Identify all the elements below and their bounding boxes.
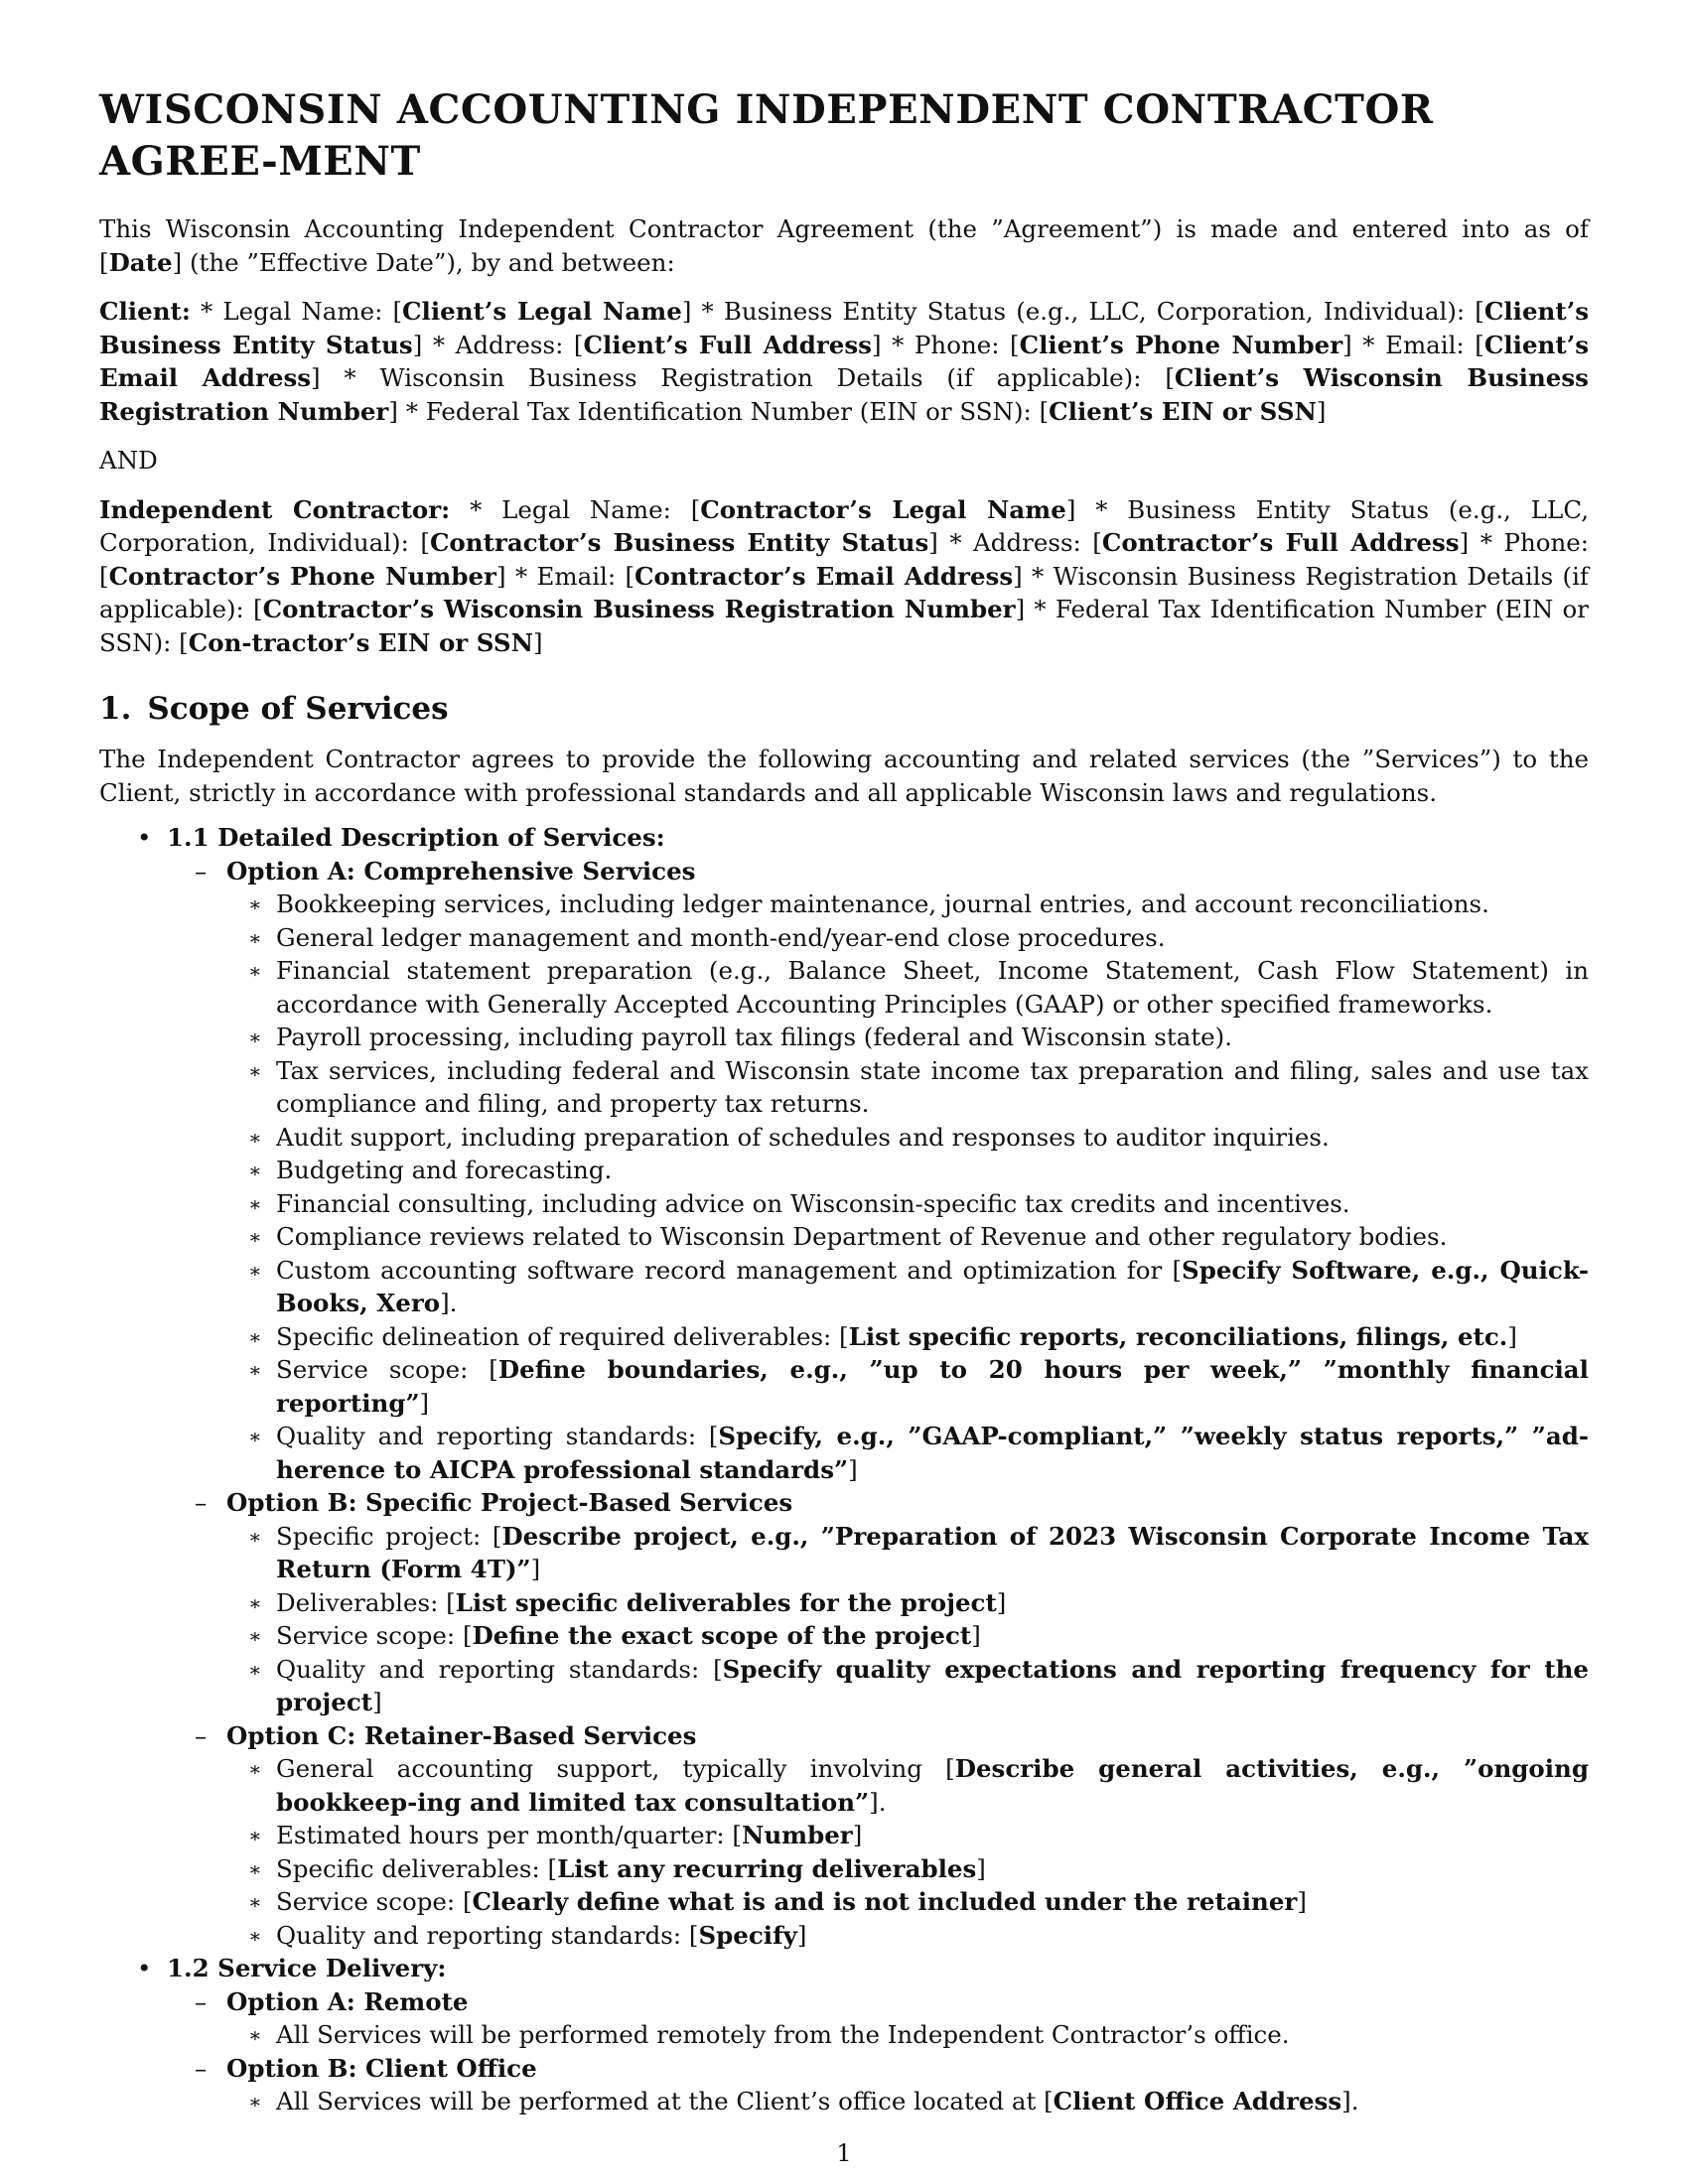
- item-text: ].: [869, 1787, 887, 1817]
- and-separator: AND: [99, 446, 158, 475]
- client-field-label: ] * Business Entity Status (e.g., LLC, Corporation, Individual): [: [681, 297, 1484, 326]
- item-text: Budgeting and forecasting.: [276, 1156, 613, 1184]
- option-items: [226, 2018, 1589, 2052]
- client-email-placeholder: Client’s Email Address: [99, 330, 1590, 392]
- document-title: WISCONSIN ACCOUNTING INDEPENDENT CONTRACTOR AGREE-MENT: [99, 86, 1434, 185]
- contractor-field-label: * Legal Name: [: [450, 494, 701, 524]
- list-item: [226, 1154, 1589, 1187]
- client-address-placeholder: Client’s Full Address: [583, 330, 872, 359]
- contractor-field-label: ] * Phone: [: [99, 528, 1590, 591]
- star-marker: ∗: [248, 1058, 262, 1083]
- list-item: [226, 1885, 1589, 1919]
- list-item: [226, 1353, 1589, 1420]
- item-text: Service scope: [: [276, 1887, 473, 1916]
- item-text: Compliance reviews related to Wisconsin Department of Revenue and other regulatory bodies.: [276, 1222, 1448, 1251]
- client-field-label: ] * Email: [: [1342, 330, 1484, 359]
- dash-marker: –: [195, 1986, 208, 2016]
- list-item: [226, 1619, 1589, 1653]
- item-text: Service scope: [: [276, 1355, 498, 1384]
- list-item-service-delivery: [99, 1952, 1589, 2118]
- star-marker: ∗: [248, 1025, 262, 1049]
- star-marker: ∗: [248, 1757, 262, 1781]
- option-items: [226, 887, 1589, 1486]
- option-label: Option A: Remote: [226, 1986, 469, 2016]
- client-legal-name-placeholder: Client’s Legal Name: [402, 297, 682, 326]
- star-marker: ∗: [248, 1590, 262, 1615]
- client-phone-placeholder: Client’s Phone Number: [1019, 330, 1343, 359]
- dash-marker: –: [195, 1488, 208, 1517]
- activities-placeholder: Describe general activities, e.g., ”ongoing bookkeep-ing and limited tax consultation”: [276, 1754, 1590, 1817]
- list-item-detailed-description: [99, 821, 1589, 1952]
- list-item: [226, 1220, 1589, 1254]
- dash-marker: –: [195, 856, 208, 886]
- star-marker: ∗: [248, 1324, 262, 1349]
- contractor-field-label: ] * Address: [: [928, 528, 1102, 557]
- contractor-ein-placeholder: Con-tractor’s EIN or SSN: [188, 627, 533, 657]
- option-items: [226, 1752, 1589, 1952]
- star-marker: ∗: [248, 959, 262, 983]
- client-block: [99, 295, 1589, 428]
- item-text: General ledger management and month-end/year-end close procedures.: [276, 922, 1166, 952]
- item-text: ]: [419, 1388, 430, 1418]
- bullet-marker: •: [137, 1954, 152, 1982]
- option-project-based: [167, 1486, 1589, 1719]
- item-text: Specific project: [: [276, 1521, 502, 1551]
- list-item: [226, 1420, 1589, 1486]
- client-entity-status-placeholder: Client’s Business Entity Status: [99, 297, 1590, 359]
- item-text: ]: [530, 1555, 541, 1583]
- star-marker: ∗: [248, 1358, 262, 1382]
- list-item: [226, 1819, 1589, 1852]
- list-item: [226, 921, 1589, 955]
- list-item: [226, 1653, 1589, 1719]
- option-label: Option B: Client Office: [226, 2053, 537, 2083]
- contractor-label: Independent Contractor:: [99, 494, 451, 524]
- contractor-field-label: ] * Federal Tax Identification Number (EIN or SSN): [: [99, 595, 1590, 657]
- bullet-marker: •: [137, 823, 152, 852]
- client-field-label: ]: [1316, 396, 1327, 426]
- scope-placeholder: Clearly define what is and is not included under the retainer: [472, 1887, 1298, 1916]
- subsection-label: 1.2 Service Delivery:: [167, 1954, 447, 1982]
- option-label: Option C: Retainer-Based Services: [226, 1720, 697, 1750]
- option-remote: [167, 1985, 1589, 2052]
- client-ein-placeholder: Client’s EIN or SSN: [1049, 396, 1317, 426]
- software-placeholder: Specify Software, e.g., Quick-Books, Xero: [276, 1255, 1589, 1317]
- item-text: Deliverables: [: [276, 1587, 456, 1617]
- contractor-registration-placeholder: Contractor’s Wisconsin Business Registration Number: [262, 595, 1016, 623]
- client-field-label: ] * Wisconsin Business Registration Details (if applicable): [: [311, 363, 1175, 392]
- page-number: 1: [836, 2139, 852, 2167]
- item-text: Financial consulting, including advice on Wisconsin-specific tax credits and incentives.: [276, 1188, 1350, 1218]
- list-item: [226, 1852, 1589, 1886]
- item-text: Service scope: [: [276, 1621, 473, 1650]
- contractor-field-label: ]: [532, 627, 543, 657]
- option-retainer-based: [167, 1719, 1589, 1953]
- star-marker: ∗: [248, 1191, 262, 1216]
- contractor-address-placeholder: Contractor’s Full Address: [1101, 528, 1460, 557]
- item-text: Quality and reporting standards: [: [276, 1920, 699, 1950]
- item-text: Quality and reporting standards: [: [276, 1654, 723, 1684]
- client-field-label: ] * Address: [: [412, 330, 584, 359]
- option-items: [226, 2085, 1589, 2118]
- item-text: Financial statement preparation (e.g., Balance Sheet, Income Statement, Cash Flow Statement) in accordance with Generally Accepted Accounting Principles (GAAP) or other specified frameworks.: [276, 956, 1589, 1019]
- item-text: ]: [852, 1821, 863, 1849]
- scope-placeholder: Define the exact scope of the project: [472, 1621, 972, 1650]
- intro-paragraph: [99, 212, 1589, 279]
- deliverables-placeholder: List any recurring deliverables: [557, 1853, 977, 1883]
- option-comprehensive: [167, 855, 1589, 1487]
- contractor-block: [99, 493, 1589, 660]
- option-client-office: [167, 2052, 1589, 2118]
- list-item: [226, 1919, 1589, 1953]
- option-items: [226, 1520, 1589, 1719]
- star-marker: ∗: [248, 1258, 262, 1283]
- list-item: [226, 1054, 1589, 1121]
- list-item: [226, 1752, 1589, 1819]
- list-item: [226, 1520, 1589, 1586]
- contractor-legal-name-placeholder: Contractor’s Legal Name: [700, 494, 1066, 524]
- list-item: [226, 887, 1589, 921]
- item-text: Bookkeeping services, including ledger maintenance, journal entries, and account reconciliations.: [276, 889, 1489, 918]
- standards-placeholder: Specify quality expectations and reporting frequency for the project: [276, 1654, 1589, 1716]
- contractor-field-label: ] * Business Entity Status (e.g., LLC, Corporation, Individual): [: [99, 494, 1589, 557]
- intro-text-end: ] (the ”Effective Date”), by and between:: [172, 247, 675, 277]
- scope-intro: The Independent Contractor agrees to provide the following accounting and related services (the ”Services”) to the Client, strictly in accordance with professional standards and all applicable Wisconsin laws and regulations.: [99, 745, 1589, 807]
- star-marker: ∗: [248, 1125, 262, 1150]
- star-marker: ∗: [248, 1524, 262, 1549]
- item-text: ]: [796, 1920, 807, 1950]
- item-text: Custom accounting software record management and optimization for [: [276, 1255, 1183, 1285]
- star-marker: ∗: [248, 1624, 262, 1648]
- client-registration-placeholder: Client’s Wisconsin Business Registration Number: [99, 363, 1589, 426]
- dash-marker: –: [195, 1720, 208, 1750]
- list-item: [226, 1254, 1589, 1320]
- list-item: [226, 2018, 1589, 2052]
- subsection-label: 1.1 Detailed Description of Services:: [167, 823, 665, 852]
- item-text: Estimated hours per month/quarter: [: [276, 1821, 742, 1849]
- contractor-field-label: ] * Wisconsin Business Registration Details (if applicable): [: [99, 561, 1589, 623]
- item-text: Quality and reporting standards: [: [276, 1422, 719, 1450]
- deliverables-placeholder: List specific deliverables for the project: [455, 1587, 997, 1617]
- list-item: [226, 1187, 1589, 1221]
- item-text: ]: [976, 1853, 986, 1883]
- item-text: ]: [971, 1621, 981, 1650]
- star-marker: ∗: [248, 1856, 262, 1881]
- option-label: Option B: Specific Project-Based Services: [226, 1488, 793, 1517]
- item-text: ]: [1507, 1321, 1517, 1351]
- office-address-placeholder: Client Office Address: [1053, 2087, 1342, 2116]
- contractor-field-label: ] * Email: [: [495, 561, 635, 591]
- deliverables-placeholder: List specific reports, reconciliations, filings, etc.: [848, 1321, 1508, 1351]
- section-number: 1.: [99, 691, 132, 727]
- item-text: Audit support, including preparation of schedules and responses to auditor inquiries.: [276, 1122, 1330, 1152]
- dash-marker: –: [195, 2053, 208, 2083]
- hours-placeholder: Number: [741, 1821, 853, 1849]
- item-text: All Services will be performed at the Client’s office located at [: [276, 2087, 1054, 2116]
- contractor-entity-status-placeholder: Contractor’s Business Entity Status: [429, 528, 929, 557]
- options-list: [167, 855, 1589, 1953]
- item-text: Tax services, including federal and Wisconsin state income tax preparation and filing, sales and use tax compliance and filing, and property tax returns.: [276, 1055, 1589, 1118]
- list-item: [226, 1121, 1589, 1155]
- star-marker: ∗: [248, 1890, 262, 1914]
- date-placeholder: Date: [108, 247, 173, 277]
- item-text: ]: [848, 1454, 858, 1484]
- contractor-phone-placeholder: Contractor’s Phone Number: [108, 561, 496, 591]
- client-field-label: * Legal Name: [: [190, 297, 403, 326]
- client-label: Client:: [99, 297, 191, 326]
- star-marker: ∗: [248, 2023, 262, 2047]
- star-marker: ∗: [248, 2090, 262, 2114]
- project-placeholder: Describe project, e.g., ”Preparation of 2023 Wisconsin Corporate Income Tax Return (Form 4T)”: [276, 1521, 1589, 1583]
- item-text: All Services will be performed remotely from the Independent Contractor’s office.: [276, 2020, 1290, 2049]
- client-field-label: ] * Federal Tax Identification Number (EIN or SSN): [: [388, 396, 1050, 426]
- client-field-label: ] * Phone: [: [871, 330, 1020, 359]
- option-label: Option A: Comprehensive Services: [226, 856, 696, 886]
- item-text: Specific deliverables: [: [276, 1853, 558, 1883]
- star-marker: ∗: [248, 892, 262, 916]
- item-text: ].: [440, 1289, 458, 1317]
- item-text: ]: [1297, 1887, 1307, 1916]
- section-heading-scope: [99, 689, 1589, 729]
- item-text: General accounting support, typically involving [: [276, 1754, 955, 1783]
- item-text: ].: [1341, 2087, 1359, 2116]
- services-list: [99, 821, 1589, 2118]
- star-marker: ∗: [248, 1657, 262, 1682]
- star-marker: ∗: [248, 1425, 262, 1448]
- standards-placeholder: Specify, e.g., ”GAAP-compliant,” ”weekly status reports,” ”ad-herence to AICPA professional standards”: [276, 1422, 1589, 1484]
- list-item: [226, 1021, 1589, 1054]
- scope-placeholder: Define boundaries, e.g., ”up to 20 hours per week,” ”monthly financial reporting”: [276, 1355, 1589, 1418]
- list-item: [226, 1586, 1589, 1620]
- star-marker: ∗: [248, 1923, 262, 1948]
- star-marker: ∗: [248, 1824, 262, 1847]
- intro-text: This Wisconsin Accounting Independent Contractor Agreement (the ”Agreement”) is made and entered into as of [: [99, 214, 1589, 277]
- options-list: [167, 1985, 1589, 2118]
- list-item: [226, 2085, 1589, 2118]
- star-marker: ∗: [248, 1225, 262, 1249]
- item-text: Payroll processing, including payroll tax filings (federal and Wisconsin state).: [276, 1023, 1233, 1051]
- list-item: [226, 954, 1589, 1021]
- list-item: [226, 1320, 1589, 1354]
- section-title: Scope of Services: [147, 691, 449, 727]
- item-text: Specific delineation of required deliverables: [: [276, 1321, 849, 1351]
- item-text: ]: [372, 1688, 382, 1716]
- standards-placeholder: Specify: [698, 1920, 797, 1950]
- star-marker: ∗: [248, 925, 262, 950]
- document-page: [99, 0, 1589, 2118]
- star-marker: ∗: [248, 1159, 262, 1182]
- item-text: ]: [996, 1587, 1007, 1617]
- contractor-email-placeholder: Contractor’s Email Address: [634, 561, 1014, 591]
